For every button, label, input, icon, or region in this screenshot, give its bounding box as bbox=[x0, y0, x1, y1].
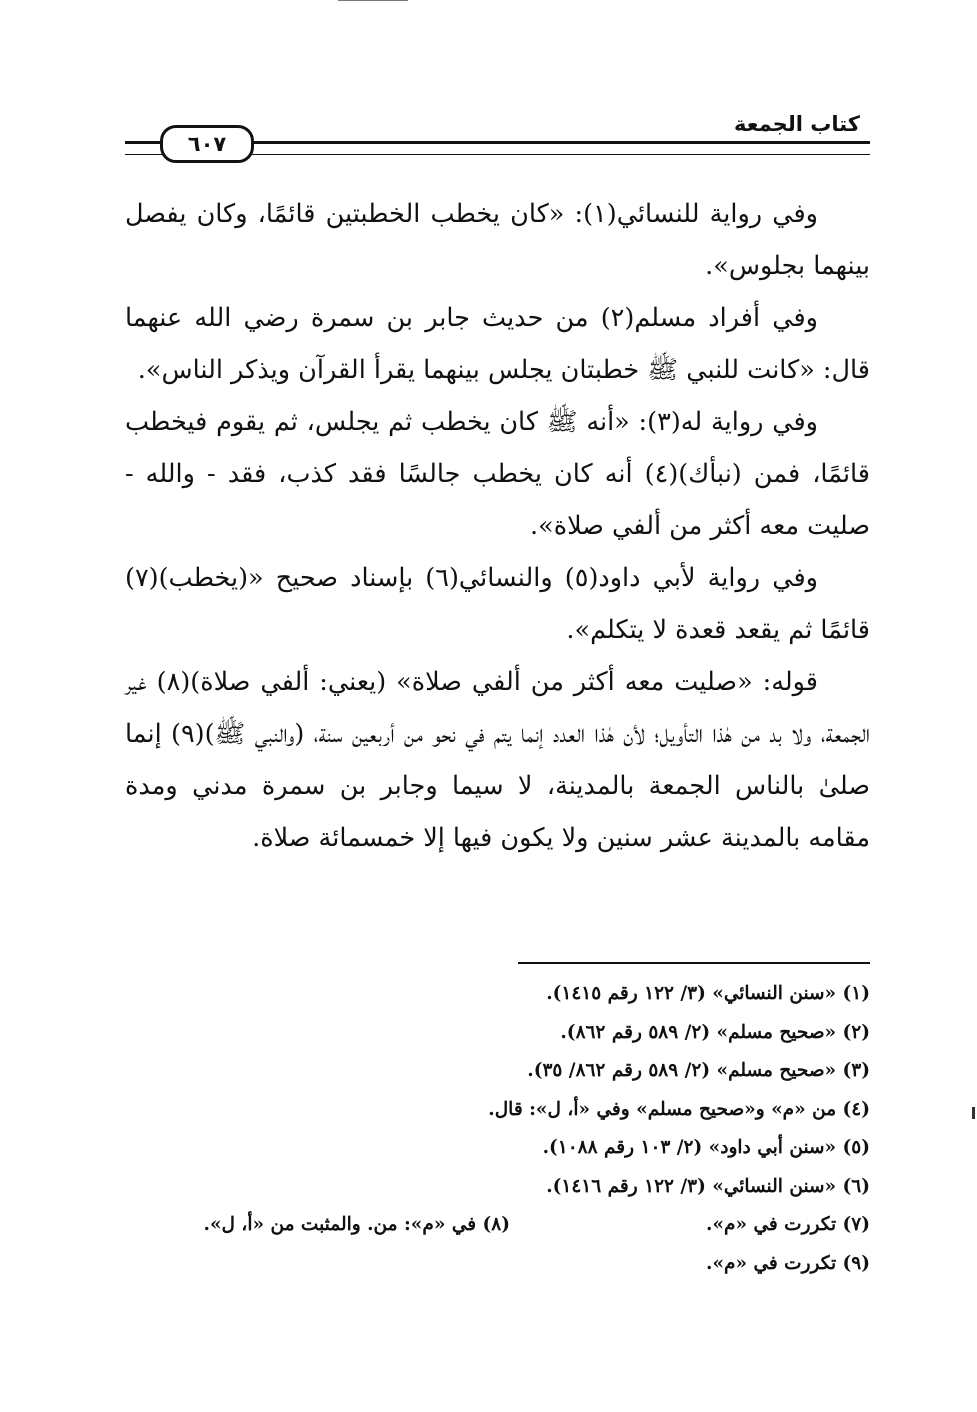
paragraph: وفي رواية للنسائي(١): «كان يخطب الخطبتين قائمًا، وكان يفصل بينهما بجلوس». bbox=[125, 199, 870, 281]
footnote-separator bbox=[518, 962, 870, 964]
footnote: (٤) من «م» و«صحيح مسلم» وفي «أ، ل»: قال. bbox=[488, 1098, 870, 1120]
page-number-badge: ٦٠٧ bbox=[160, 125, 254, 163]
footnote: (٥) «سنن أبي داود» (٢/ ١٠٣ رقم ١٠٨٨). bbox=[542, 1137, 870, 1158]
footnote: (٣) «صحيح مسلم» (٢/ ٥٨٩ رقم ٨٦٢/ ٣٥). bbox=[527, 1060, 870, 1081]
footnote-row bbox=[125, 1206, 870, 1245]
running-title: كتاب الجمعة bbox=[734, 112, 860, 136]
footnote: (٧) تكررت في «م». bbox=[706, 1214, 870, 1235]
footnote: (٦) «سنن النسائي» (٣/ ١٢٢ رقم ١٤١٦). bbox=[546, 1175, 870, 1197]
footnotes bbox=[125, 975, 870, 1283]
paragraph: وفي رواية له(٣): «أنه ﷺ كان يخطب ثم يجلس، ثم يقوم فيخطب قائمًا، فمن (نبأك)(٤) أنه كان يخطب جالسًا فقد كذب، فقد - والله - صليت معه أكثر من ألفي صلاة». bbox=[125, 407, 870, 541]
paragraph: وفي رواية لأبي داود(٥) والنسائي(٦) بإسناد صحيح «(يخطب)(٧) قائمًا ثم يقعد قعدة لا يتكلم». bbox=[125, 563, 870, 645]
scan-edge-mark bbox=[972, 1107, 975, 1119]
main-text bbox=[125, 188, 870, 864]
paragraph: وفي أفراد مسلم(٢) من حديث جابر بن سمرة رضي الله عنهما قال: «كانت للنبي ﷺ خطبتان يجلس بينهما يقرأ القرآن ويذكر الناس». bbox=[125, 303, 870, 385]
footnote: (١) «سنن النسائي» (٣/ ١٢٢ رقم ١٤١٥). bbox=[546, 983, 870, 1004]
page-header bbox=[125, 110, 870, 160]
footnote: (٩) تكررت في «م». bbox=[706, 1252, 870, 1274]
footnote: (٢) «صحيح مسلم» (٢/ ٥٨٩ رقم ٨٦٢). bbox=[560, 1021, 870, 1043]
top-edge-rule bbox=[338, 0, 408, 1]
paragraph: قوله: «صليت معه أكثر من ألفي صلاة» (يعني: ألفي صلاة)(٨) غير الجمعة، ولا بد من هٰذا التأويل؛ لأن هٰذا العدد إنما يتم في نحو من أربعين سنة، (والنبي ﷺ)(٩) إنما صلىٰ بالناس الجمعة بالمدينة، لا سيما وجابر بن سمرة مدني ومدة مقامه بالمدينة عشر سنين ولا يكون فيها إلا خمسمائة صلاة. bbox=[125, 667, 870, 853]
footnote: (٨) في «م»: من. والمثبت من «أ، ل». bbox=[203, 1214, 510, 1235]
